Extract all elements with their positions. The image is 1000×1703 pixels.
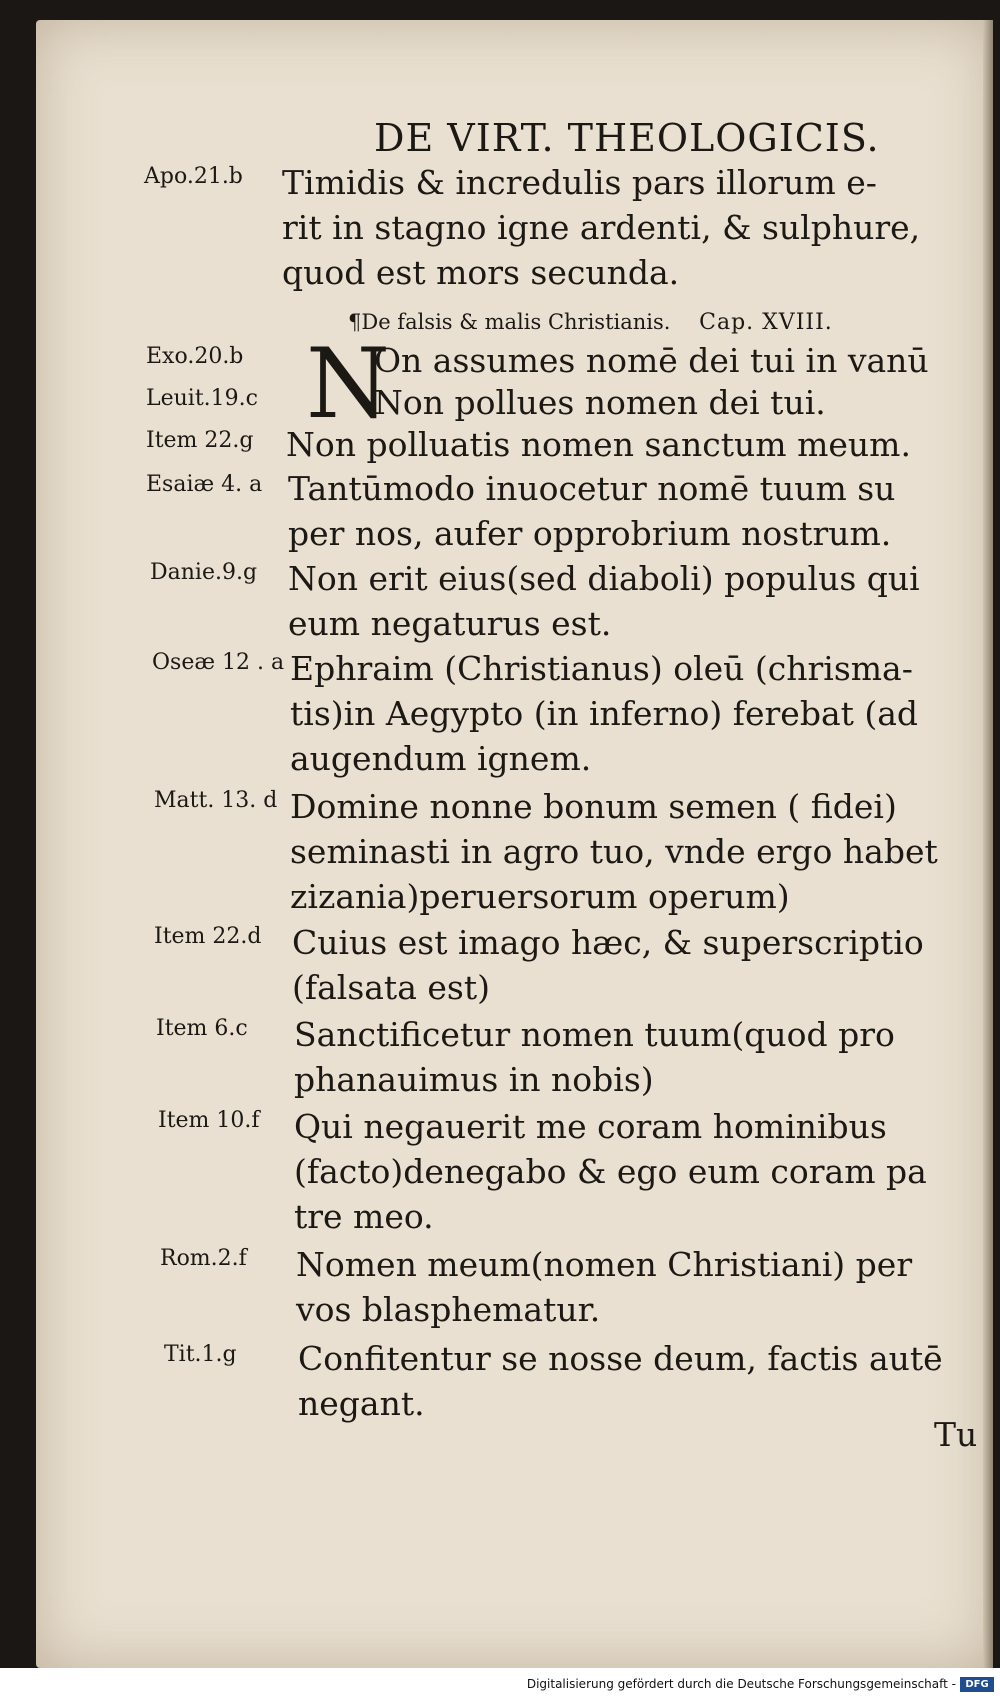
chapter-heading bbox=[348, 310, 833, 335]
text-line: vos blasphematur. bbox=[296, 1290, 601, 1329]
text-line: zizania)peruersorum operum) bbox=[290, 877, 790, 916]
text-line: tre meo. bbox=[294, 1197, 434, 1236]
margin-reference: Rom.2.f bbox=[160, 1246, 247, 1271]
text-line: Tantūmodo inuocetur nomē tuum su bbox=[288, 469, 896, 508]
text-line: augendum ignem. bbox=[290, 739, 592, 778]
book-page bbox=[36, 20, 993, 1668]
entry-text bbox=[288, 466, 978, 556]
margin-reference: Esaiæ 4. a bbox=[146, 472, 263, 497]
text-line: quod est mors secunda. bbox=[282, 253, 680, 292]
text-line: (falsata est) bbox=[292, 968, 490, 1007]
entry-text bbox=[294, 1104, 984, 1239]
running-head: DE VIRT. THEOLOGICIS. bbox=[374, 116, 880, 160]
text-line: Confitentur se nosse deum, factis autē bbox=[298, 1339, 943, 1378]
funding-notice: Digitalisierung gefördert durch die Deutsche Forschungsgemeinschaft - bbox=[526, 1677, 956, 1691]
text-line: negant. bbox=[298, 1384, 425, 1423]
entry-text bbox=[298, 1336, 988, 1426]
entry-text bbox=[296, 1242, 986, 1332]
text-line: Timidis & incredulis pars illorum e- bbox=[282, 163, 877, 202]
text-line: seminasti in agro tuo, vnde ergo habet bbox=[290, 832, 938, 871]
entry-text bbox=[290, 646, 980, 781]
margin-reference: Exo.20.b bbox=[146, 344, 244, 369]
text-line: Non pollues nomen dei tui. bbox=[374, 383, 826, 422]
text-line: rit in stagno igne ardenti, & sulphure, bbox=[282, 208, 921, 247]
margin-reference: Item 6.c bbox=[156, 1016, 248, 1041]
entry-text bbox=[286, 422, 976, 467]
text-line: phanauimus in nobis) bbox=[294, 1060, 654, 1099]
margin-reference: Item 22.g bbox=[146, 428, 254, 453]
margin-reference: Matt. 13. d bbox=[154, 788, 278, 813]
entry-text bbox=[374, 338, 1000, 383]
text-line: Domine nonne bonum semen ( fidei) bbox=[290, 787, 897, 826]
text-line: Cuius est imago hæc, & superscriptio bbox=[292, 923, 924, 962]
dfg-logo: DFG bbox=[960, 1677, 994, 1692]
text-line: Ephraim (Christianus) oleū (chrisma- bbox=[290, 649, 913, 688]
text-line: Sanctificetur nomen tuum(quod pro bbox=[294, 1015, 895, 1054]
margin-reference: Item 10.f bbox=[158, 1108, 260, 1133]
text-line: Nomen meum(nomen Christiani) per bbox=[296, 1245, 913, 1284]
chapter-title: ¶De falsis & malis Christianis. bbox=[348, 310, 671, 334]
text-line: Non polluatis nomen sanctum meum. bbox=[286, 425, 911, 464]
chapter-number: Cap. XVIII. bbox=[699, 310, 833, 335]
text-line: tis)in Aegypto (in inferno) ferebat (ad bbox=[290, 694, 919, 733]
margin-reference: Item 22.d bbox=[154, 924, 262, 949]
entry-text bbox=[292, 920, 982, 1010]
entry-text bbox=[288, 556, 978, 646]
digitization-footer bbox=[0, 1668, 1000, 1703]
text-line: Qui negauerit me coram hominibus bbox=[294, 1107, 887, 1146]
entry-text bbox=[374, 380, 1000, 425]
catchword: Tu bbox=[934, 1415, 978, 1454]
text-line: Non erit eius(sed diaboli) populus qui bbox=[288, 559, 920, 598]
entry-text bbox=[294, 1012, 984, 1102]
margin-reference: Danie.9.g bbox=[150, 560, 258, 585]
text-line: (facto)denegabo & ego eum coram pa bbox=[294, 1152, 927, 1191]
entry-text bbox=[282, 160, 972, 295]
margin-reference: Leuit.19.c bbox=[146, 386, 258, 411]
margin-reference: Apo.21.b bbox=[144, 164, 243, 189]
decorated-initial: N bbox=[306, 328, 390, 440]
text-line: eum negaturus est. bbox=[288, 604, 612, 643]
margin-reference: Oseæ 12 . a bbox=[152, 650, 285, 675]
text-line: per nos, aufer opprobrium nostrum. bbox=[288, 514, 892, 553]
text-line: On assumes nomē dei tui in vanū bbox=[374, 341, 929, 380]
margin-reference: Tit.1.g bbox=[164, 1342, 237, 1367]
entry-text bbox=[290, 784, 980, 919]
